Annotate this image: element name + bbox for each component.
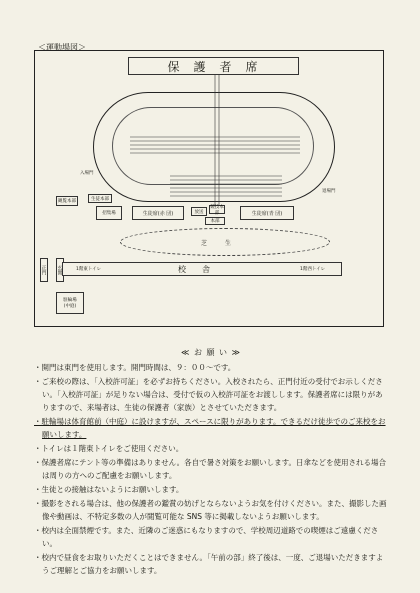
left-box-3: 招集場 — [96, 206, 122, 220]
toilet-right: 1階西トイレ — [300, 267, 326, 272]
student-seats-red: 生徒席(赤 団) — [132, 206, 184, 220]
note-item: ・ご来校の際は、「入校許可証」を必ずお持ちください。入校されたら、正門付近の受付でお示しください。「入校許可証」が足りない場合は、受付で仮の入校許可証をお渡しします。保護者席には限りがありますので、来場者は、生徒の保護者（家族）とさせていただきます。 — [34, 377, 383, 412]
left-box-2: 生徒本部 — [88, 194, 112, 203]
notes-title: ≪ お 願 い ≫ — [181, 348, 241, 357]
note-item: ・校内で昼食をお取りいただくことはできません。「午前の部」終了後は、一度、ご退場いただきますようご理解とご協力をお願いします。 — [34, 553, 384, 575]
note-item: ・生徒との接触はないようにお願いします。 — [34, 485, 184, 494]
map-title: ＜運動場図＞ — [38, 43, 86, 52]
lawn-area: 芝生 — [120, 228, 330, 256]
left-vertical-2: 玄関 — [56, 258, 64, 282]
note-item-parking: ・駐輪場は体育館前（中庭）に設けますが、スペースに限りがあります。できるだけ徒歩でのご来校をお願いします。 — [34, 417, 386, 439]
left-box-1: 観覧本部 — [56, 196, 78, 206]
entrance-label: 入場門 — [80, 171, 94, 176]
note-item: ・撮影をされる場合は、他の保護者の鑑賞の妨げとならないようお気を付けください。また、撮影した画像や動画は、不特定多数の人が閲覧可能な SNS 等に掲載しないようお願いします。 — [34, 499, 387, 521]
center-left: 放送 — [191, 207, 207, 216]
exit-label: 退場門 — [322, 189, 336, 194]
notes-section — [34, 346, 388, 578]
left-vertical-1: 正門 — [40, 258, 48, 282]
note-item: ・保護者席にテント等の準備はありません。各自で暑さ対策をお願いします。日傘などを使用される場合は周りの方へのご配慮をお願いします。 — [34, 458, 386, 480]
bike-parking: 駐輪場 (中庭) — [56, 292, 84, 314]
toilet-left: 1階東トイレ — [76, 267, 102, 272]
note-item: ・開門は東門を使用します。開門時間は、９：００～です。 — [34, 363, 236, 372]
center-mid: 競技本部 — [210, 204, 224, 216]
school-label: 校舎 — [178, 264, 226, 274]
center-bottom: 本部 — [205, 217, 225, 225]
student-seats-blue: 生徒席(青 団) — [240, 206, 294, 220]
guardian-seats: 保護者席 — [128, 57, 299, 75]
note-item: ・校内は全面禁煙です。また、近隣のご迷惑にもなりますので、学校周辺道路での喫煙はご遠慮ください。 — [34, 526, 379, 548]
note-item: ・トイレは１階東トイレをご使用ください。 — [34, 444, 184, 453]
